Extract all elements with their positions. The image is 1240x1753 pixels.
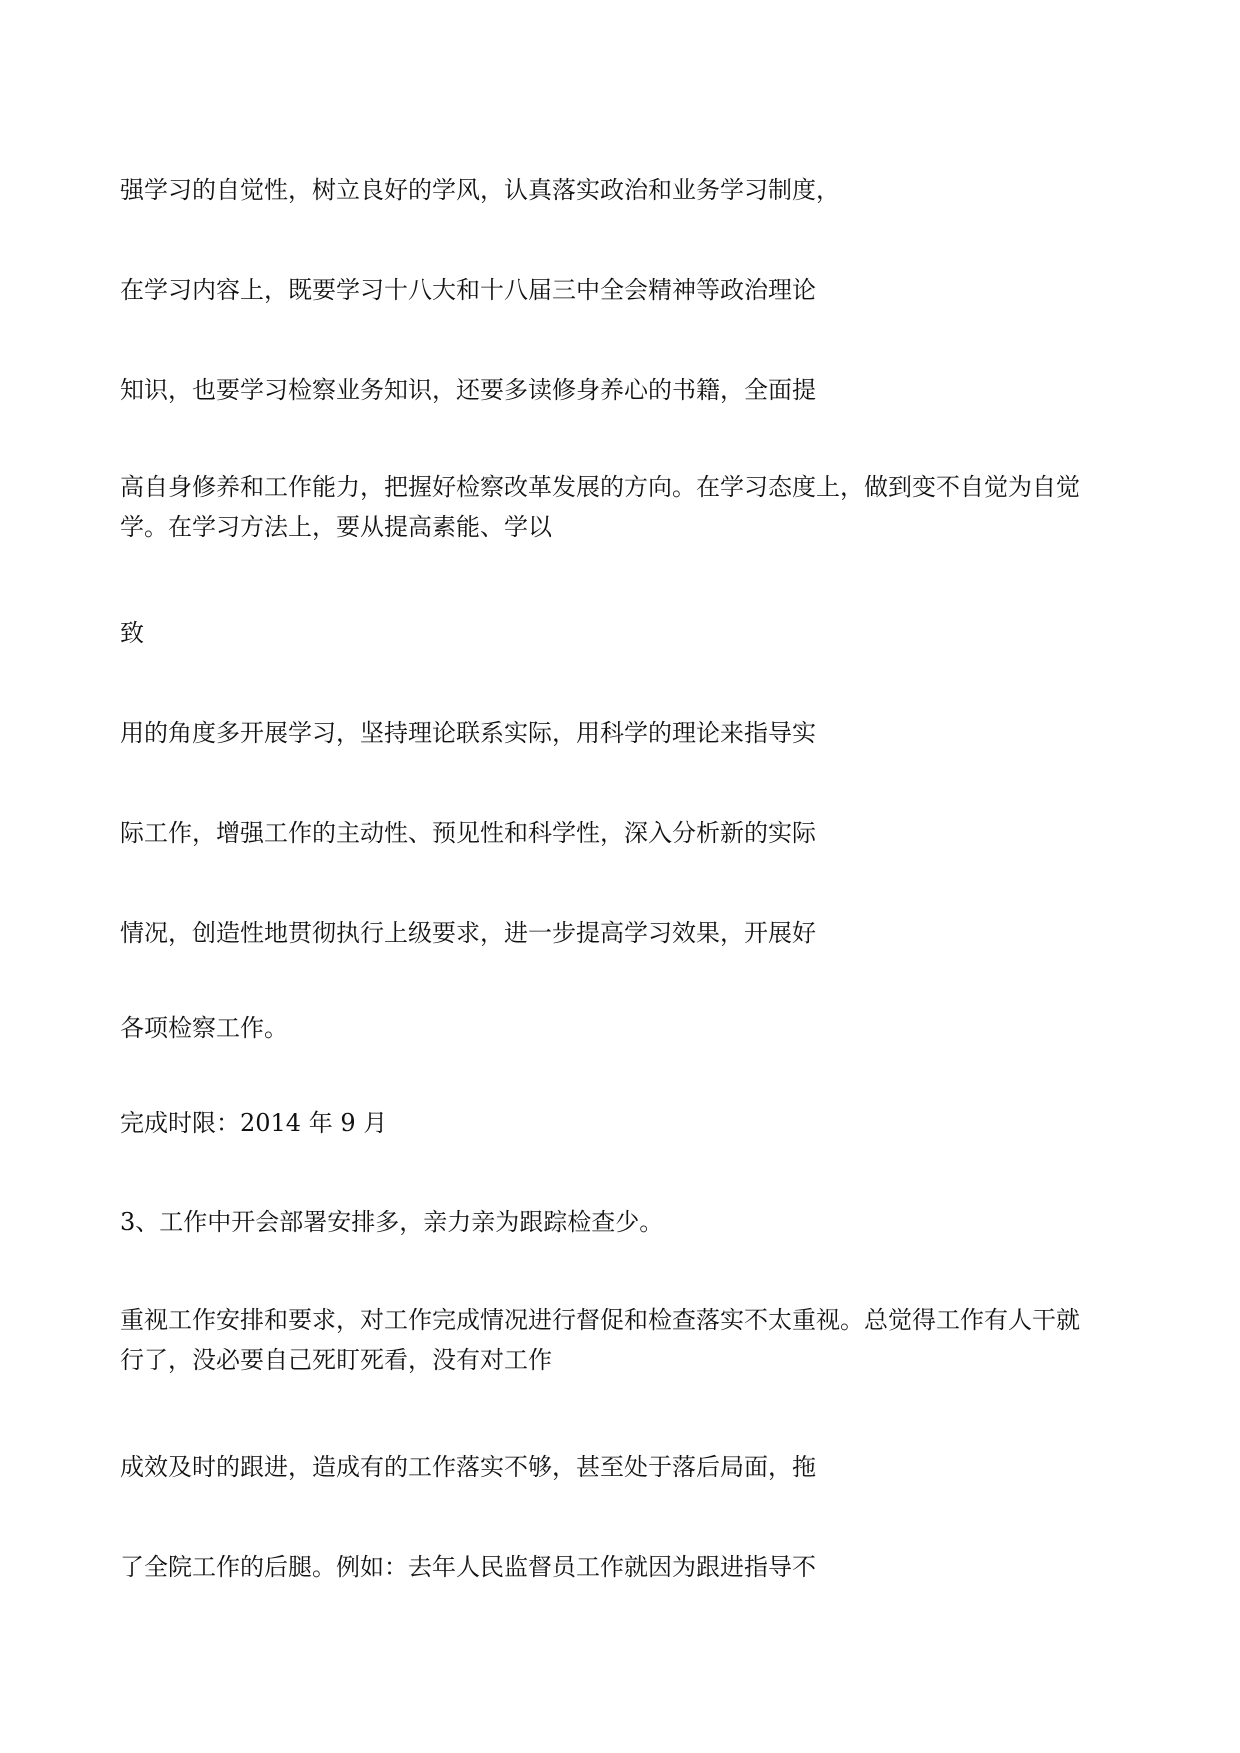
text-line: 学。在学习方法上，要从提高素能、学以 [120,513,552,541]
section-heading: 3、工作中开会部署安排多，亲力亲为跟踪检查少。 [120,1208,664,1236]
text-paragraph [120,1300,1130,1380]
text-line: 成效及时的跟进，造成有的工作落实不够，甚至处于落后局面，拖 [120,1453,816,1481]
text-line: 知识，也要学习检察业务知识，还要多读修身养心的书籍，全面提 [120,376,816,404]
text-line: 在学习内容上，既要学习十八大和十八届三中全会精神等政治理论 [120,276,816,304]
text-line: 高自身修养和工作能力，把握好检察改革发展的方向。在学习态度上，做到变不自觉为自觉 [120,473,1080,501]
text-line: 了全院工作的后腿。例如：去年人民监督员工作就因为跟进指导不 [120,1553,816,1581]
text-line: 致 [120,619,144,647]
text-line: 情况，创造性地贯彻执行上级要求，进一步提高学习效果，开展好 [120,919,816,947]
text-line: 各项检察工作。 [120,1014,288,1042]
text-line: 强学习的自觉性，树立良好的学风，认真落实政治和业务学习制度， [120,176,840,204]
text-line: 用的角度多开展学习，坚持理论联系实际，用科学的理论来指导实 [120,719,816,747]
text-line: 重视工作安排和要求，对工作完成情况进行督促和检查落实不太重视。总觉得工作有人干就 [120,1306,1080,1334]
deadline-line: 完成时限：2014 年 9 月 [120,1109,388,1137]
text-line: 行了，没必要自己死盯死看，没有对工作 [120,1346,552,1374]
text-line: 际工作，增强工作的主动性、预见性和科学性，深入分析新的实际 [120,819,816,847]
text-paragraph [120,467,1130,547]
